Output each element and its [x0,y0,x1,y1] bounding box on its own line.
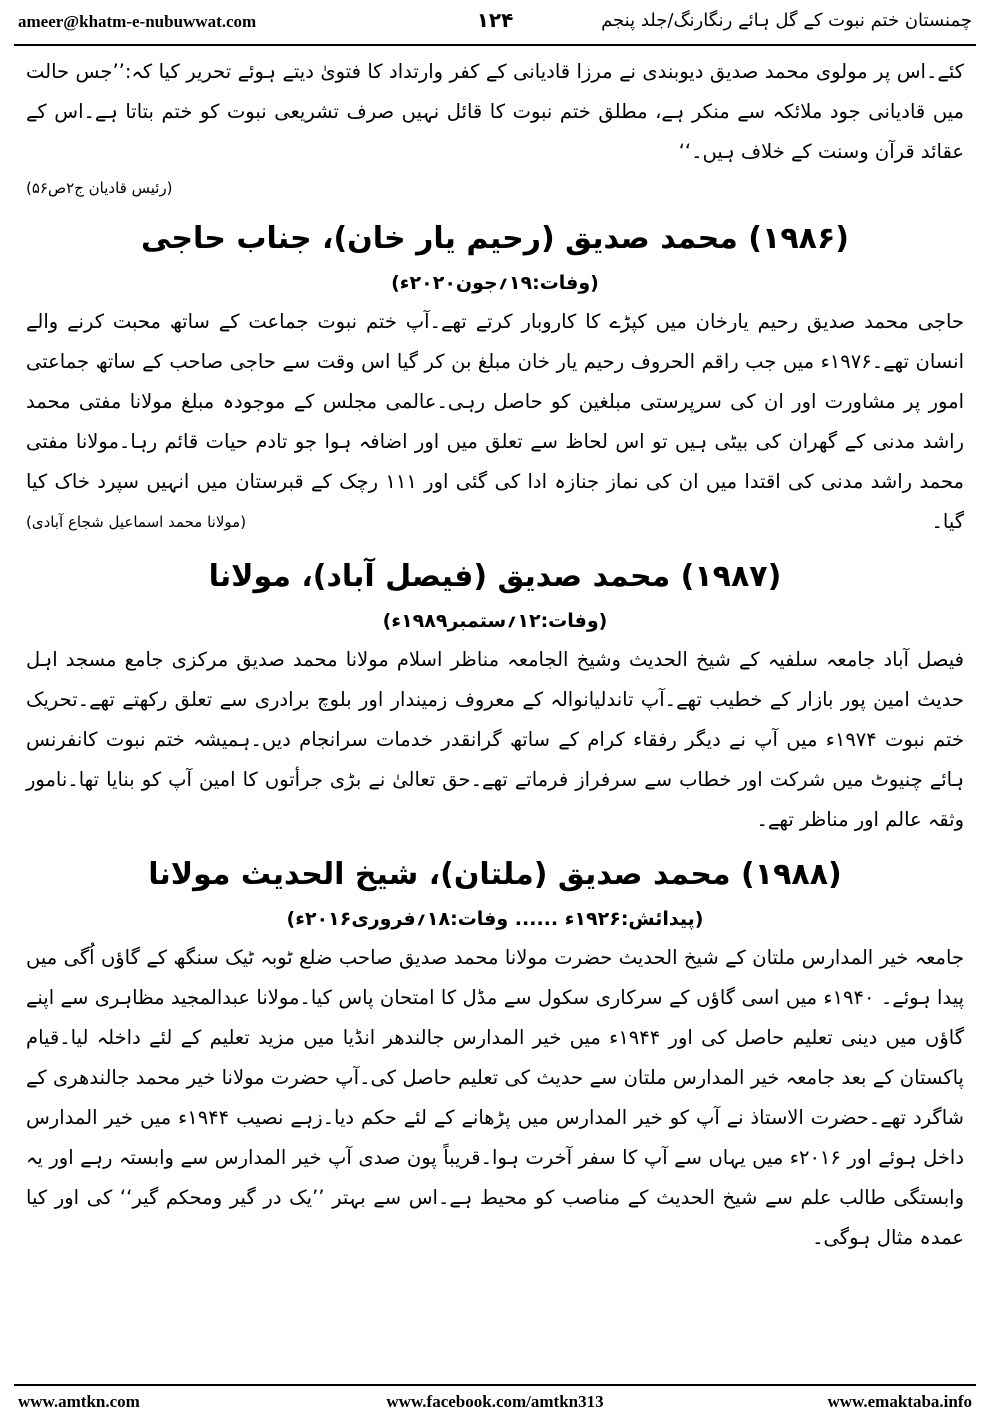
page-body [26,52,964,1258]
page-footer [14,1388,976,1418]
footer-link-emaktaba[interactable]: www.emaktaba.info [827,1392,972,1411]
header-rule [14,44,976,46]
footer-link-facebook[interactable]: www.facebook.com/amtkn313 [386,1392,604,1411]
book-title: چمنستان ختم نبوت کے گل ہائے رنگارنگ/جلد پنجم [601,10,972,31]
page-number: ۱۲۴ [476,8,514,32]
section-citation: (مولانا محمد اسماعیل شجاع آبادی) [26,513,247,531]
section-heading: (۱۹۸۸) محمد صدیق (ملتان)، شیخ الحدیث مولانا [148,857,842,892]
section-1986 [26,214,964,542]
intro-paragraph: کئے۔اس پر مولوی محمد صدیق دیوبندی نے مرزا قادیانی کے کفر وارتداد کا فتویٰ دیتے ہوئے تحریر کیا کہ:’’جس حالت میں قادیانی جود ملائکہ سے منکر ہے، مطلق ختم نبوت کا قائل نہیں صرف تشریعی نبوت کو ختم بتاتا ہے۔اس کے عقائد قرآن وسنت کے خلاف ہیں۔‘‘ [26,60,964,163]
header-email: ameer@khatm-e-nubuwwat.com [18,12,257,31]
section-text: فیصل آباد جامعہ سلفیہ کے شیخ الحدیث وشیخ الجامعہ مناظر اسلام مولانا محمد صدیق مرکزی جامع مسجد اہل حدیث امین پور بازار کے خطیب تھے۔آپ تاندلیانوالہ کے معروف زمیندار اور بلوچ برادری سے تعلق رکھتے تھے۔تحریک ختم نبوت ۱۹۷۴ء میں آپ نے دیگر رفقاء کرام کے ساتھ گرانقدر خدمات سرانجام دیں۔ہمیشہ ختم نبوت کانفرنس ہائے چنیوٹ میں شرکت اور خطاب سے سرفراز فرماتے تھے۔حق تعالیٰ نے بڑی جرأتوں کا امین آپ کو بنایا تھا۔نامور وثقہ عالم اور مناظر تھے۔ [26,648,964,831]
section-text: حاجی محمد صدیق رحیم یارخان میں کپڑے کا کاروبار کرتے تھے۔آپ ختم نبوت جماعت کے ساتھ محبت کرنے والے انسان تھے۔۱۹۷۶ء میں جب راقم الحروف رحیم یار خان مبلغ بن کر گیا اس وقت سے حاجی صاحب کے ساتھ جماعتی امور پر مشاورت اور ان کی سرپرستی مبلغین کو حاصل رہی۔عالمی مجلس کے موجودہ مبلغ مولانا مفتی محمد راشد مدنی کے گھران کی بیٹی ہیں تو اس لحاظ سے تعلق میں اور اضافہ ہوا جو تادم حیات قائم رہا۔مولانا مفتی محمد راشد مدنی کی اقتدا میں ان کی نماز جنازہ ادا کی گئی اور ۱۱۱ رچک کے قبرستان میں انہیں سپرد خاک کیا گیا۔ [26,310,965,533]
section-heading: (۱۹۸۶) محمد صدیق (رحیم یار خان)، جناب حاجی [141,221,849,256]
footer-rule [14,1384,976,1386]
section-1988 [26,850,964,1258]
section-1987 [26,552,964,840]
footer-link-amtkn[interactable]: www.amtkn.com [18,1392,140,1411]
page-header [14,0,976,40]
section-heading: (۱۹۸۷) محمد صدیق (فیصل آباد)، مولانا [208,559,782,594]
intro-citation: (رئیس قادیان ج۲ص۵۶) [26,179,173,197]
section-dates: (وفات:۱۲؍ستمبر۱۹۸۹ء) [382,610,608,632]
section-text: جامعہ خیر المدارس ملتان کے شیخ الحدیث حضرت مولانا محمد صدیق صاحب ضلع ٹوبہ ٹیک سنگھ کے گاؤں اُگی میں پیدا ہوئے۔ ۱۹۴۰ء میں اسی گاؤں کے سرکاری سکول سے مڈل کا امتحان پاس کیا۔مولانا عبدالمجید مظاہری سے اپنے گاؤں میں دینی تعلیم حاصل کی اور ۱۹۴۴ء میں خیر المدارس جالندھر انڈیا میں مزید تعلیم کے لئے داخلہ لیا۔قیام پاکستان کے بعد جامعہ خیر المدارس ملتان سے حدیث کی تعلیم حاصل کی۔آپ حضرت مولانا خیر محمد جالندھری کے شاگرد تھے۔حضرت الاستاذ نے آپ کو خیر المدارس میں پڑھانے کے لئے حکم دیا۔زہے نصیب ۱۹۴۴ء میں خیر المدارس داخل ہوئے اور ۲۰۱۶ء میں یہاں سے آپ کا سفر آخرت ہوا۔قریباً پون صدی آپ خیر المدارس سے وابستہ رہے اور یہ وابستگی طالب علم سے شیخ الحدیث کے مناصب کو محیط ہے۔اس سے بہتر ’’یک در گیر ومحکم گیر‘‘ کی اور کیا عمدہ مثال ہوگی۔ [26,946,965,1249]
section-dates: (وفات:۱۹؍جون۲۰۲۰ء) [391,272,599,294]
section-dates: (پیدائش:۱۹۲۶ء ...... وفات:۱۸؍فروری۲۰۱۶ء) [286,908,704,930]
